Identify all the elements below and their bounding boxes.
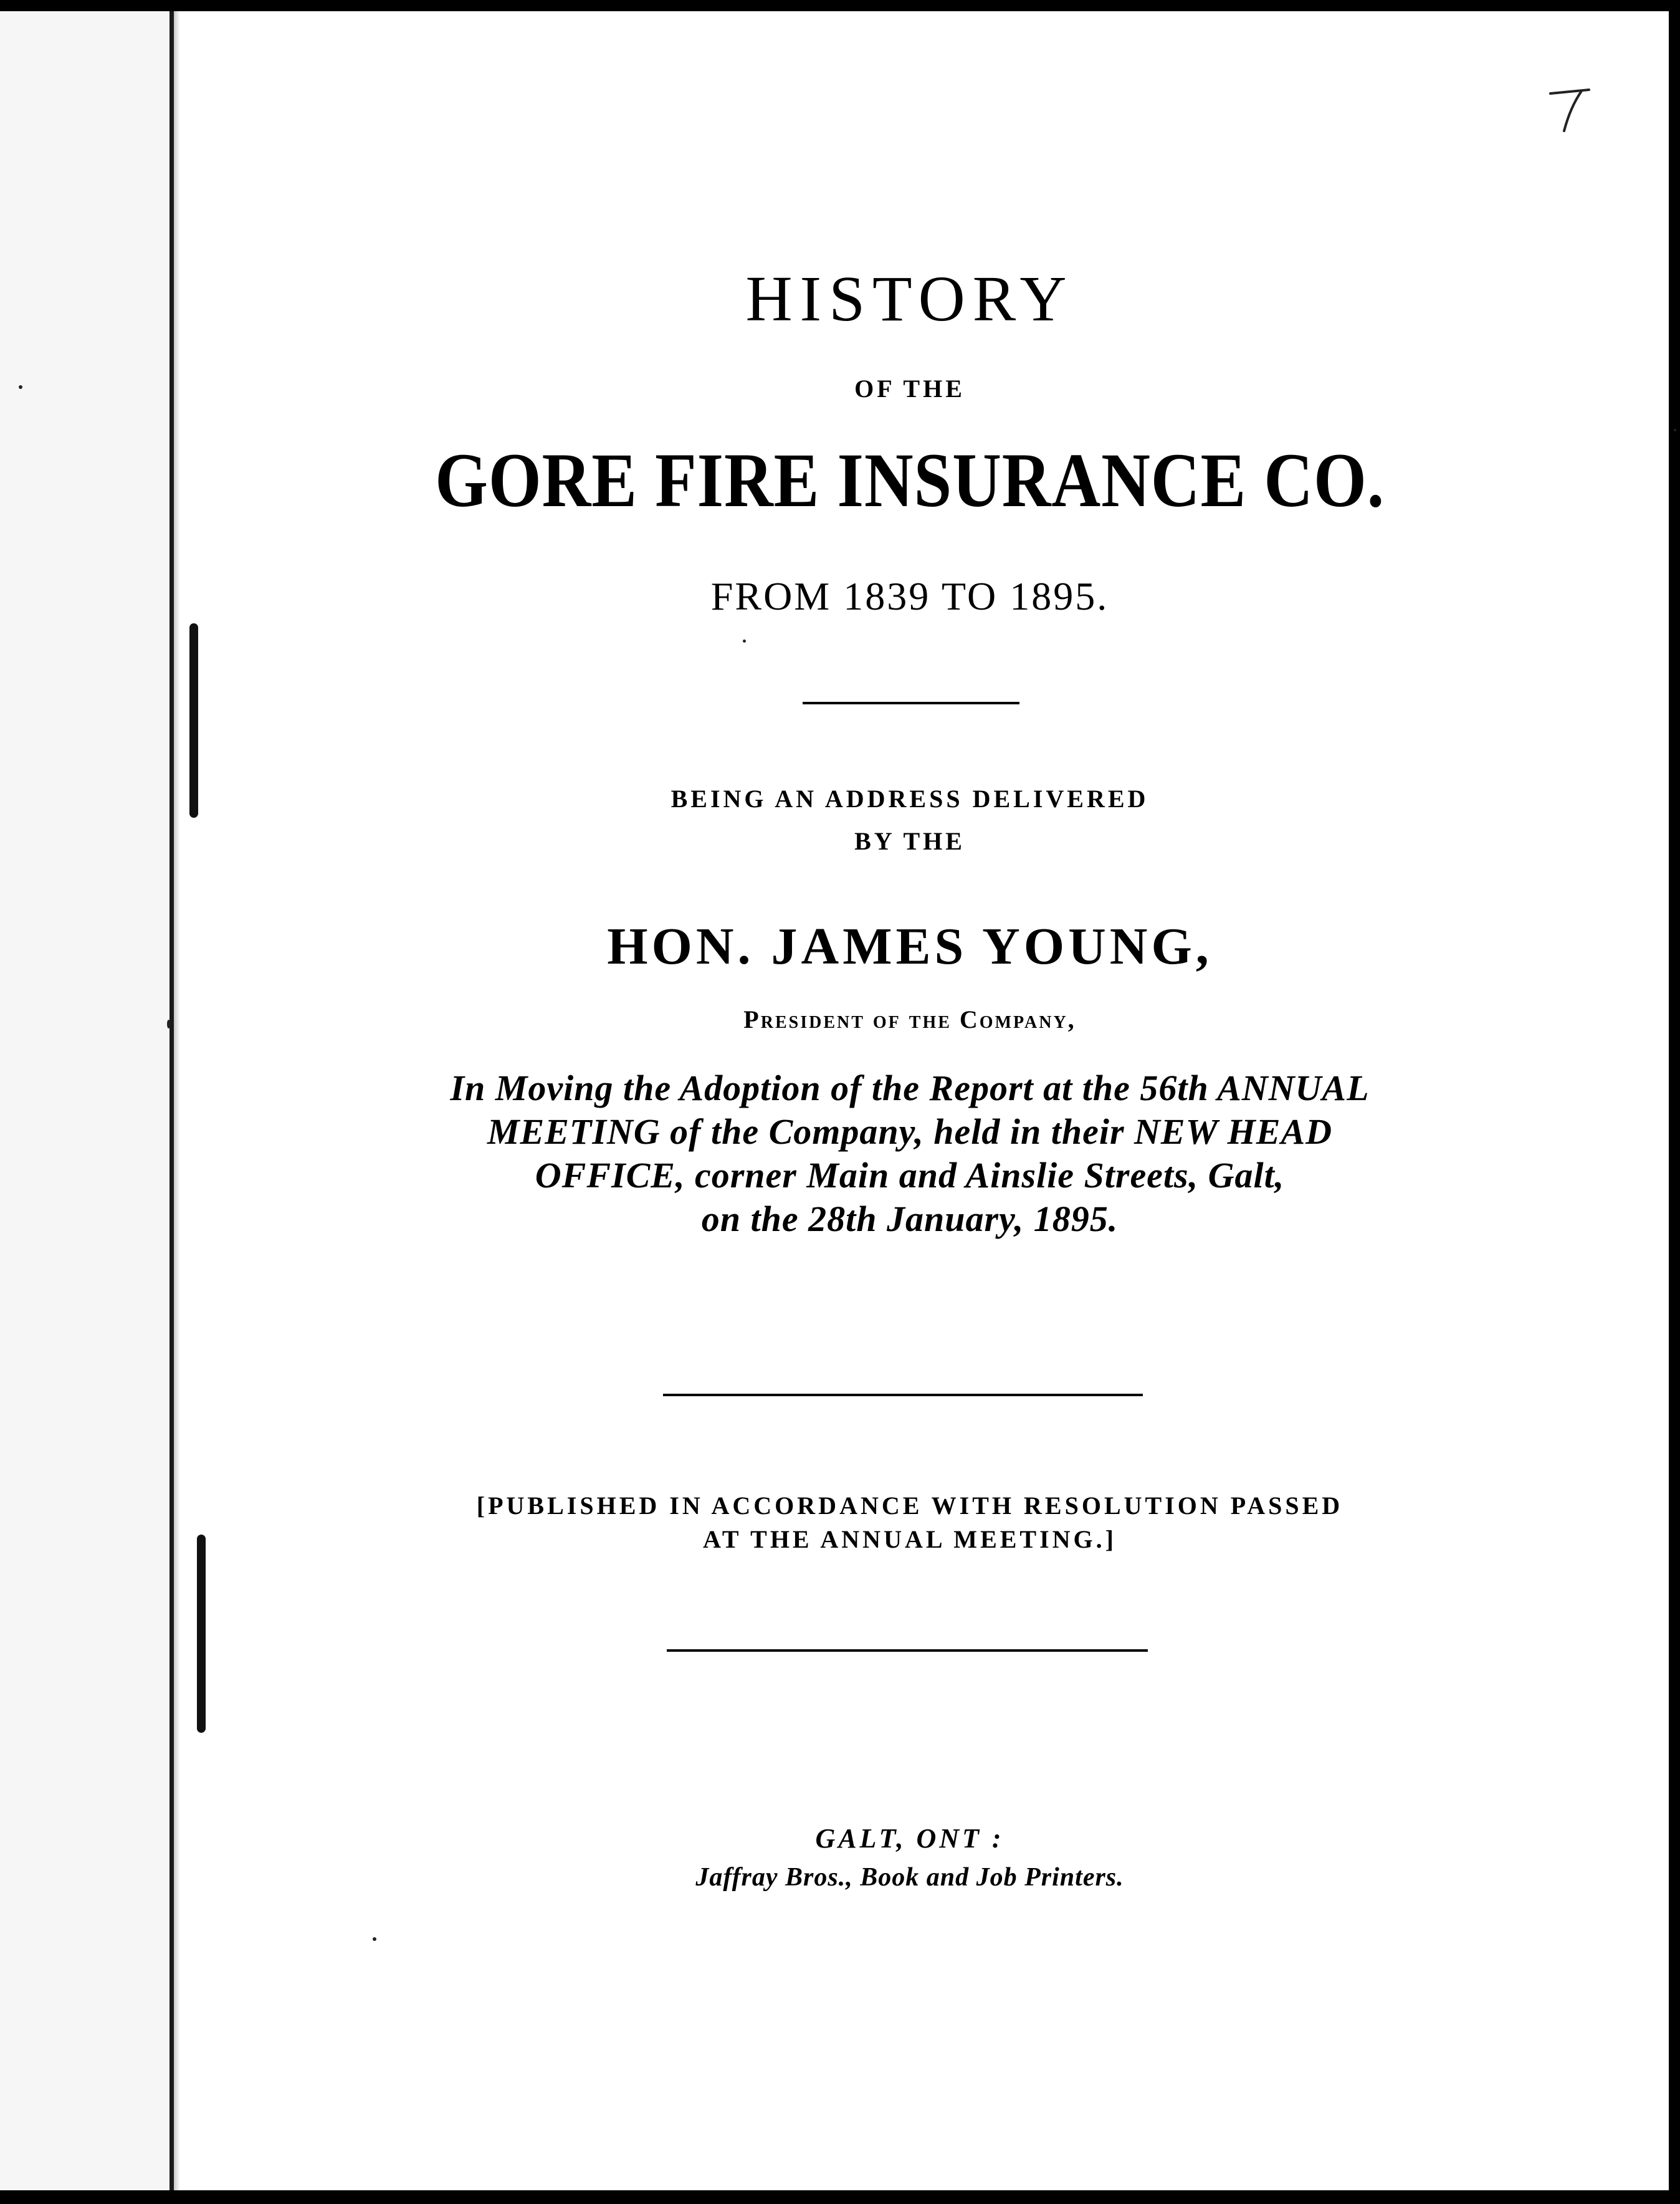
scan-speck [1674, 429, 1676, 431]
published-note-line: AT THE ANNUAL MEETING.] [702, 1525, 1117, 1553]
divider-rule [803, 702, 1019, 704]
scan-speck [19, 385, 22, 389]
scan-speck [167, 1020, 170, 1028]
occasion-line: on the 28th January, 1895. [701, 1199, 1119, 1239]
scan-border-top [0, 0, 1680, 11]
divider-rule [667, 1649, 1148, 1652]
blank-facing-leaf [0, 11, 169, 2190]
date-range: FROM 1839 TO 1895. [710, 574, 1109, 618]
imprint-printer: Jaffray Bros., Book and Job Printers. [695, 1863, 1124, 1892]
company-name: GORE FIRE INSURANCE CO. [435, 438, 1385, 523]
occasion-line: OFFICE, corner Main and Ainslie Streets, Galt, [535, 1155, 1285, 1195]
binding-spine [169, 11, 174, 2190]
spine-shadow [174, 11, 180, 2190]
handwritten-page-number [1545, 82, 1601, 138]
scan-speck [743, 640, 746, 643]
scan-border-right [1669, 0, 1680, 2204]
divider-rule [663, 1394, 1143, 1396]
title-history: HISTORY [745, 263, 1074, 335]
imprint-place: GALT, ONT : [815, 1823, 1005, 1854]
occasion-line: MEETING of the Company, held in their NEW HEAD [487, 1111, 1333, 1152]
published-note-line: [PUBLISHED IN ACCORDANCE WITH RESOLUTION PASSED [476, 1492, 1344, 1520]
scan-border-bottom [0, 2190, 1680, 2204]
speaker-title: President of the Company, [743, 1005, 1076, 1033]
scan-speck [373, 1937, 376, 1941]
staple-bottom [197, 1535, 206, 1733]
occasion-line: In Moving the Adoption of the Report at the 56th ANNUAL [450, 1068, 1370, 1108]
address-intro: BEING AN ADDRESS DELIVERED [671, 785, 1149, 813]
address-by: BY THE [854, 827, 965, 855]
subtitle-of-the: OF THE [854, 375, 965, 403]
speaker-name: HON. JAMES YOUNG, [607, 918, 1213, 975]
